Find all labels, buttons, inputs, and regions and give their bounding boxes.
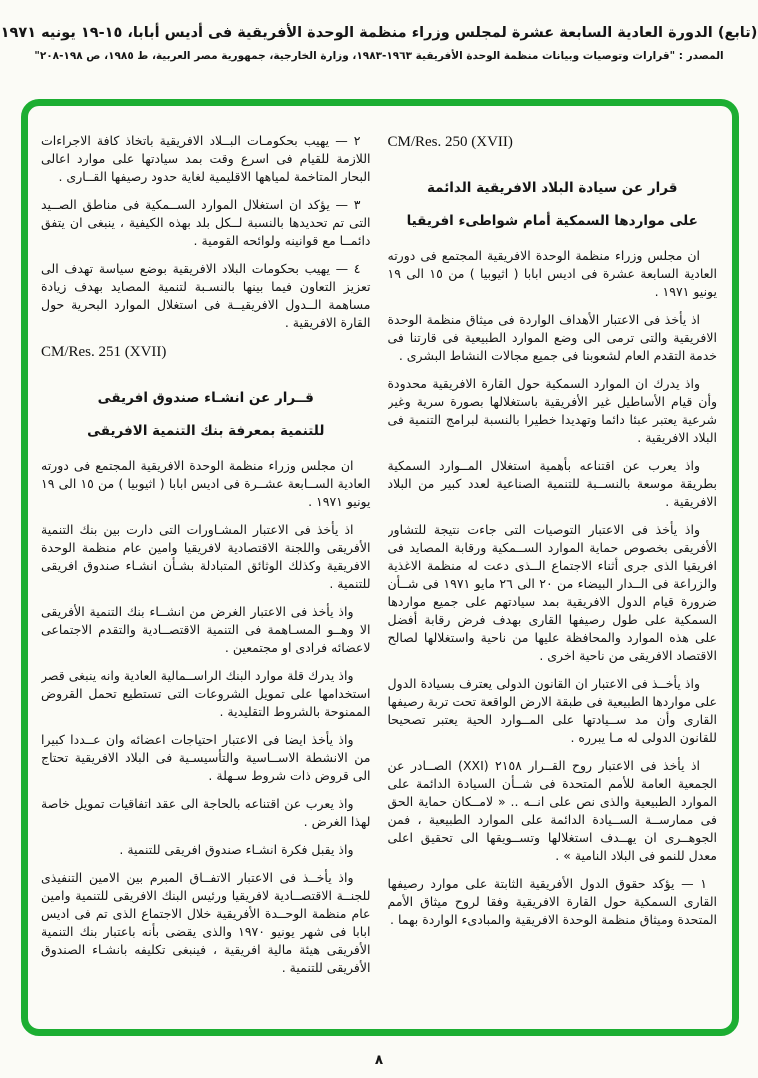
paragraph: ان مجلس وزراء منظمة الوحدة الافريقية المجتمع فى دورته العادية السابعة عشرة فى اديس ابابا ( اثيوبيا ) من ١٥ الى ١٩ يونيو ١٩٧١ . [387, 248, 717, 300]
resolution-number-251: CM/Res. 251 (XVII) [41, 344, 167, 360]
header-source-line: المصدر : "قرارات وتوصيات وبيانات منظمة الوحدة الأفريقية ١٩٦٣-١٩٨٣، وزارة الخارجية، جمهورية مصر العربية، ط ١٩٨٥، ص ١٩٨-٢٠٨" [34, 50, 724, 62]
operative-clause-1: ١ — يؤكد حقوق الدول الأفريقية الثابتة على موارد رصيفها القارى السمكية حول القارة الافريقية وفقا لروح ميثاق الأمم المتحدة وميثاق منظمة الوحدة الافريقية والمبادىء الواردة بهما . [387, 876, 717, 928]
paragraph: واذ يأخذ فى الاعتبار الغرض من انشــاء بنك التنمية الأفريقى الا وهــو المسـاهمة فى التنمية الاقتصــادية والتقدم الاجتماعى لاعضائه فرادى او مجتمعين . [41, 604, 371, 656]
paragraph: اذ يأخذ فى الاعتبار المشـاورات التى دارت بين بنك التنمية الأفريقى واللجنة الاقتصادية لافريقيا وامين عام منظمة الوحدة الافريقية وكذلك الوثائق المتبادلة بشـأن انشـاء صندوق افريقى للتنمية . [41, 522, 371, 592]
paragraph: ان مجلس وزراء منظمة الوحدة الافريقية المجتمع فى دورته العادية الســابعة عشــرة فى اديس ابابا ( اثيوبيا ) من ١٥ الى ١٩ يونيو ١٩٧١ . [41, 458, 371, 510]
paragraph: اذ يأخذ فى الاعتبار روح القــرار ٢١٥٨ (XXI) الصــادر عن الجمعية العامة للأمم المتحدة فى شــأن السيادة الدائمة على الموارد الطبيعية والذى نص على انــه .. « لامــكان حماية الحق فى ممارســة الســيادة الدائمة على الموارد الطبيعية ، فمن الجوهــرى ان يهــدف استغلالها وتســويقها الى تحقيق اعلى معدل للنمو فى البلاد النامية » . [387, 758, 717, 864]
res-250-title-line2: على مواردها السمكية أمام شواطىء افريقيا [406, 213, 698, 230]
two-column-layout [41, 132, 717, 1021]
paragraph: واذ يعرب عن اقتناعه بأهمية استغلال المــوارد السمكية بطريقة موسعة بالنســبة للتنمية الصناعية لعدد كبير من البلاد الافريقية . [387, 458, 717, 510]
page-number: ٨ [374, 1052, 384, 1068]
operative-clause-4: ٤ — يهيب بحكومات البلاد الافريقية بوضع سياسة تهدف الى تعزيز التعاون فيما بينها بالنسـبة لتنمية المصايد بهدف زيادة مساهمة الــدول الافريقيــة فى استغلال الموارد البحرية حول القارة الافريقية . [41, 261, 371, 330]
paragraph: واذ يأخذ ايضا فى الاعتبار احتياجات اعضائه وان عــددا كبيرا من الانشطة الاســاسية والتأسيسـية فى البلاد الافريقية تحتاج الى قروض ذات شروط سـهلة . [41, 732, 371, 784]
paragraph: واذ يأخــذ فى الاعتبار ان القانون الدولى يعترف بسيادة الدول على مواردها الطبيعية فى طبقة الارض الواقعة تحت تربة رصيفها القارى وأن مد ســيادتها على المــوارد الحية يعتبر تصحيحا للقانون الدولى له مـا يبرره . [387, 676, 717, 746]
content-frame [21, 99, 739, 1036]
column-res-250 [388, 132, 718, 1021]
paragraph: واذ يعرب عن اقتناعه بالحاجة الى عقد اتفاقيات تمويل خاصة لهذا الغرض . [41, 796, 371, 830]
operative-clause-3: ٣ — يؤكد ان استغلال الموارد الســمكية فى مناطق الصــيد التى تم تحديدها بالنسبة لــكل بلد بهذه الكيفية ، ينبغى ان يتفق دائمــا مع قوانينه ولوائحه القومية . [41, 197, 371, 248]
paragraph: واذ يأخــذ فى الاعتبار الاتفــاق المبرم بين الامين التنفيذى للجنــة الاقتصــادية لافريقيا ورئيس البنك الافريقى للتنمية وامين عام منظمة الوحــدة الأفريقية خلال الاجتماع الذى تم فى اديس ابابا فى شهر يونيو ١٩٧٠ والذى يقضى بأنه باعتبار بنك التنمية الأفريقى هيئة مالية افريقية ، فينبغى تكليفه بانشـاء الصندوق الأفريقى للتنمية . [41, 870, 371, 976]
page-footer [0, 1052, 758, 1068]
resolution-title-251 [41, 382, 371, 450]
paragraph: واذ يقبل فكرة انشـاء صندوق افريقى للتنمية . [119, 842, 354, 858]
resolution-title-250 [388, 172, 718, 240]
res-251-title-line1: قــرار عن انشـاء صندوق افريقى [97, 389, 314, 406]
header-session-title: (تابع) الدورة العادية السابعة عشرة لمجلس وزراء منظمة الوحدة الأفريقية فى أديس أبابا، ١٥-١٩ يونيه ١٩٧١ [0, 25, 758, 41]
paragraph: واذ يدرك ان الموارد السمكية حول القارة الافريقية محدودة وأن قيام الأساطيل غير الأفريقية باستغلالها بصورة سرية وغير شرعية يعتبر عبئا دائما وتهديدا خطيرا بالنسبة لبرامج التنمية فى البلاد الافريقية . [387, 376, 717, 446]
res-250-title-line1: قرار عن سيادة البلاد الافريقية الدائمة [427, 179, 678, 196]
operative-clause-2: ٢ — يهيب بحكومـات البــلاد الافريقية باتخاذ كافة الاجراءات اللازمة للقيام فى اسرع وقت بمد سيادتها على موارد اعالى البحار المتاخمة لمياهها الاقليمية لغاية حدود رصيفها القــارى . [41, 133, 371, 184]
paragraph: اذ يأخذ فى الاعتبار الأهداف الواردة فى ميثاق منظمة الوحدة الافريقية والتى ترمى الى وضع الموارد الطبيعية فى قارتنا فى خدمة التقدم العام لشعوبنا فى جميع مجالات النشاط البشرى . [387, 312, 717, 364]
paragraph: واذ يأخذ فى الاعتبار التوصيات التى جاءت نتيجة للتشاور الأفريقى بخصوص حماية الموارد الســمكية ورقابة المصايد فى افريقيا الذى جرى أثناء الاجتماع الــذى دعت له منظمة الاغذية والزراعة فى الــدار البيضاء من ٢٠ الى ٢٦ مايو ١٩٧١ فى شــأن ضرورة قيام الدول الافريقية بمد سيادتهم على جميع مواردها السمكية على طول رصيفها القارى بهدف فرض رقابة أفضل على هذه الموارد والمحافظة عليها من ناحية واستغلالها لصالح الاقتصاد الافريقى من ناحية اخرى . [387, 522, 717, 664]
page-header [0, 0, 758, 62]
column-res-251 [41, 132, 371, 1021]
res-251-title-line2: للتنمية بمعرفة بنك التنمية الافريقى [87, 423, 325, 440]
paragraph: واذ يدرك قلة موارد البنك الراســمالية العادية وانه ينبغى قصر استخدامها على تمويل الشروعات التى تستطيع تحمل القروض الممنوحة بالشروط التقليدية . [41, 668, 371, 720]
resolution-number-250: CM/Res. 250 (XVII) [387, 134, 513, 150]
